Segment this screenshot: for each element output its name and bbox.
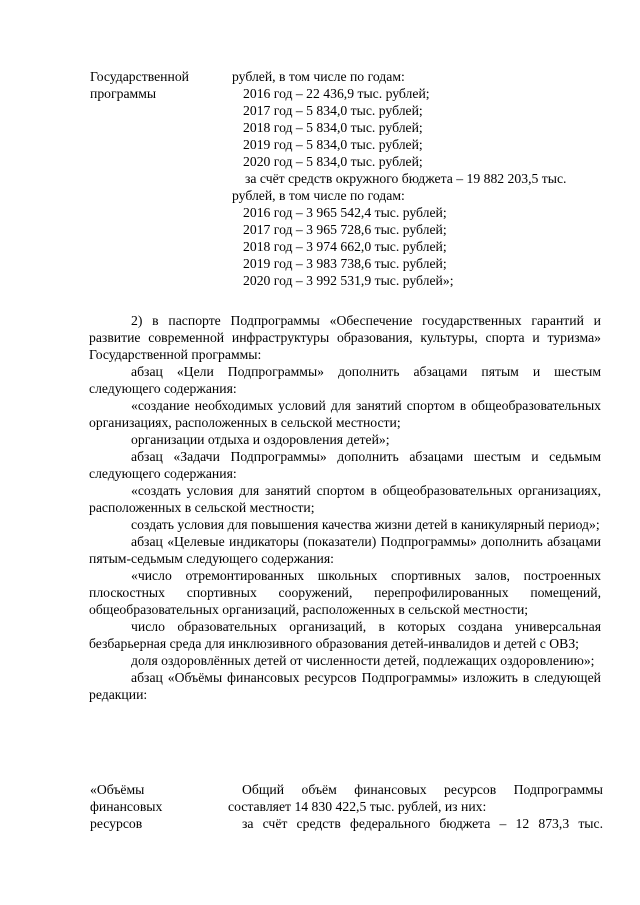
year-line: 2016 год – 22 436,9 тыс. рублей; [243, 86, 430, 101]
paragraph: число образовательных организаций, в которых создана универсальная безбарьерная среда для инклюзивного образования детей-инвалидов и детей с ОВЗ; [89, 619, 601, 651]
year-line: 2018 год – 3 974 662,0 тыс. рублей; [243, 239, 447, 254]
bottom-label-line: финансовых [90, 799, 163, 814]
paragraph: абзац «Цели Подпрограммы» дополнить абзацами пятым и шестым следующего содержания: [89, 364, 601, 396]
year-line: 2020 год – 3 992 531,9 тыс. рублей»; [243, 273, 454, 288]
bottom-label-column [90, 781, 225, 832]
paragraph: создать условия для повышения качества жизни детей в каникулярный период»; [131, 517, 600, 532]
year-line: 2019 год – 3 983 738,6 тыс. рублей; [243, 256, 447, 271]
year-line: 2018 год – 5 834,0 тыс. рублей; [243, 120, 423, 135]
year-line: 2019 год – 5 834,0 тыс. рублей; [243, 137, 423, 152]
bottom-values-column [228, 781, 603, 832]
body-text [89, 312, 601, 703]
value-line: рублей, в том числе по годам: [232, 69, 405, 84]
year-line: 2016 год – 3 965 542,4 тыс. рублей; [243, 205, 447, 220]
top-label-line: программы [90, 86, 157, 101]
paragraph: 2) в паспорте Подпрограммы «Обеспечение государственных гарантий и развитие современной инфраструктуры образования, культуры, спорта и туризма» Государственной программы: [89, 313, 601, 362]
funding-paragraph: Общий объём финансовых ресурсов Подпрограммы составляет 14 830 422,5 тыс. рублей, из них: [228, 782, 603, 814]
paragraph: «создание необходимых условий для занятий спортом в общеобразовательных организациях, расположенных в сельской местности; [89, 398, 601, 430]
paragraph: «число отремонтированных школьных спортивных залов, построенных плоскостных спортивных сооружений, перепрофилированных помещений, общеобразовательных организаций, расположенных в сельской местности; [89, 568, 601, 617]
top-label-column [90, 68, 220, 102]
top-values-column [232, 68, 632, 289]
year-line: 2017 год – 5 834,0 тыс. рублей; [243, 103, 423, 118]
budget-line: за счёт средств окружного бюджета – 19 882 203,5 тыс. [245, 171, 567, 186]
paragraph: абзац «Задачи Подпрограммы» дополнить абзацами шестым и седьмым следующего содержания: [89, 449, 601, 481]
value-line: рублей, в том числе по годам: [232, 188, 405, 203]
paragraph: организации отдыха и оздоровления детей»; [131, 432, 390, 447]
funding-paragraph: за счёт средств федерального бюджета – 12 873,3 тыс. [242, 816, 603, 831]
paragraph: доля оздоровлённых детей от численности детей, подлежащих оздоровлению»; [131, 653, 595, 668]
bottom-label-line: «Объёмы [90, 782, 145, 797]
paragraph: абзац «Целевые индикаторы (показатели) Подпрограммы» дополнить абзацами пятым-седьмым следующего содержания: [89, 534, 601, 566]
year-line: 2017 год – 3 965 728,6 тыс. рублей; [243, 222, 447, 237]
paragraph: «создать условия для занятий спортом в общеобразовательных организациях, расположенных в сельской местности; [89, 483, 601, 515]
top-label-line: Государственной [90, 69, 189, 84]
year-line: 2020 год – 5 834,0 тыс. рублей; [243, 154, 423, 169]
paragraph: абзац «Объёмы финансовых ресурсов Подпрограммы» изложить в следующей редакции: [89, 670, 601, 702]
bottom-label-line: ресурсов [90, 816, 143, 831]
